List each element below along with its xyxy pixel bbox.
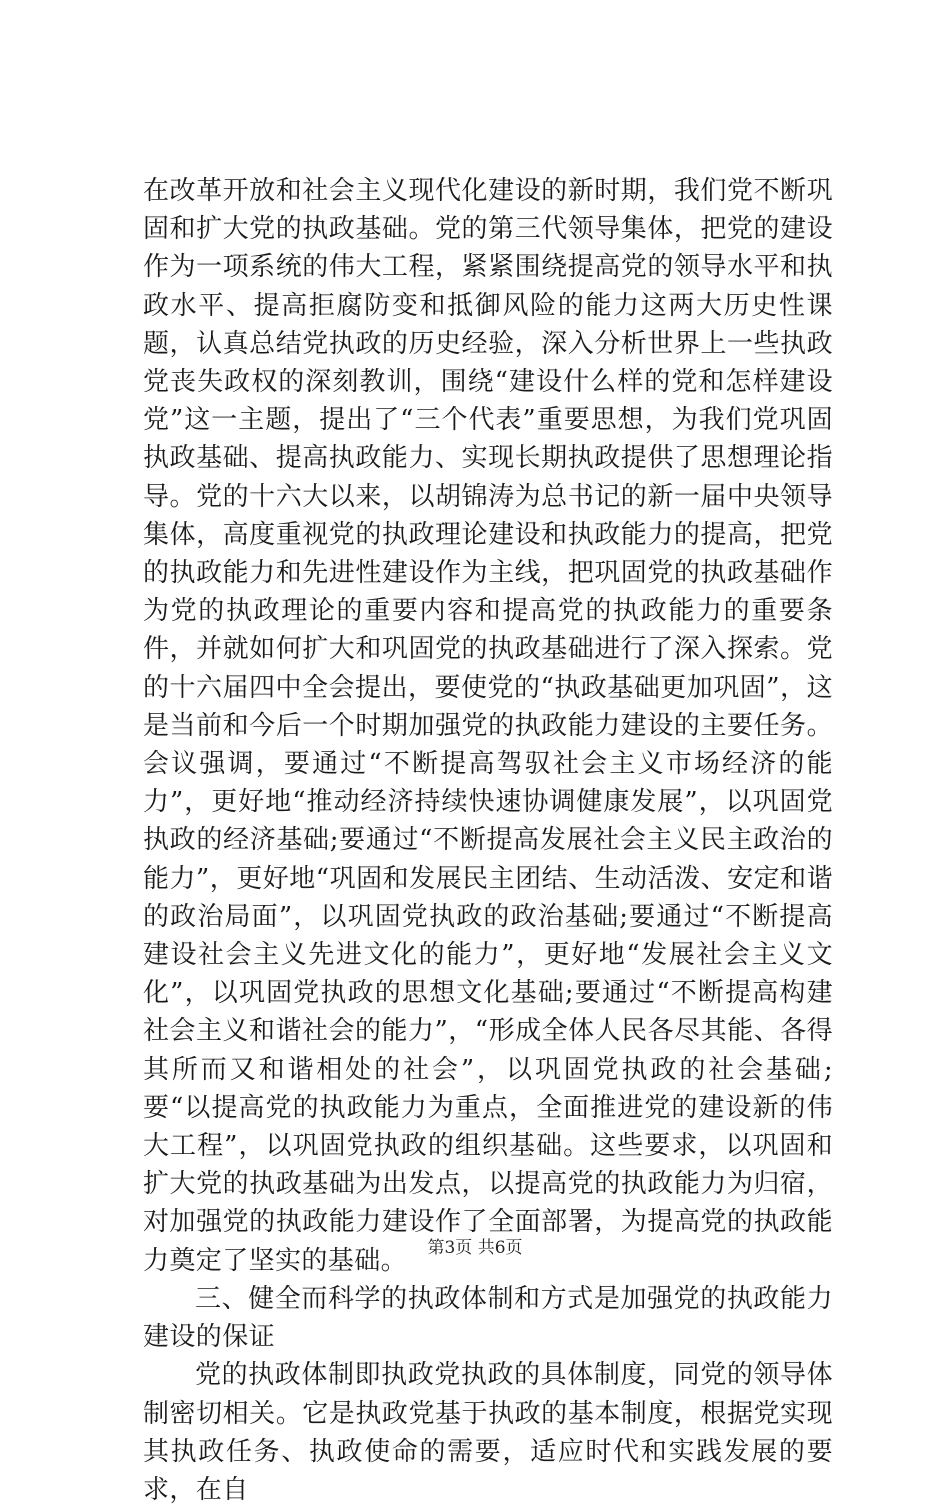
- document-body: [143, 172, 833, 1509]
- body-paragraph: 在改革开放和社会主义现代化建设的新时期，我们党不断巩固和扩大党的执政基础。党的第三代领导集体，把党的建设作为一项系统的伟大工程，紧紧围绕提高党的领导水平和执政水平、提高拒腐防变和抵御风险的能力这两大历史性课题，认真总结党执政的历史经验，深入分析世界上一些执政党丧失政权的深刻教训，围绕“建设什么样的党和怎样建设党”这一主题，提出了“三个代表”重要思想，为我们党巩固执政基础、提高执政能力、实现长期执政提供了思想理论指导。党的十六大以来，以胡锦涛为总书记的新一届中央领导集体，高度重视党的执政理论建设和执政能力的提高，把党的执政能力和先进性建设作为主线，把巩固党的执政基础作为党的执政理论的重要内容和提高党的执政能力的重要条件，并就如何扩大和巩固党的执政基础进行了深入探索。党的十六届四中全会提出，要使党的“执政基础更加巩固”，这是当前和今后一个时期加强党的执政能力建设的主要任务。会议强调，要通过“不断提高驾驭社会主义市场经济的能力”，更好地“推动经济持续快速协调健康发展”，以巩固党执政的经济基础;要通过“不断提高发展社会主义民主政治的能力”，更好地“巩固和发展民主团结、生动活泼、安定和谐的政治局面”，以巩固党执政的政治基础;要通过“不断提高建设社会主义先进文化的能力”，更好地“发展社会主义文化”，以巩固党执政的思想文化基础;要通过“不断提高构建社会主义和谐社会的能力”，“形成全体人民各尽其能、各得其所而又和谐相处的社会”，以巩固党执政的社会基础;要“以提高党的执政能力为重点，全面推进党的建设新的伟大工程”，以巩固党执政的组织基础。这些要求，以巩固和扩大党的执政基础为出发点，以提高党的执政能力为归宿，对加强党的执政能力建设作了全面部署，为提高党的执政能力奠定了坚实的基础。: [143, 176, 833, 1276]
- page-number: 第3页 共6页: [427, 1238, 523, 1258]
- body-paragraph: 党的执政体制即执政党执政的具体制度，同党的领导体制密切相关。它是执政党基于执政的基本制度，根据党实现其执政任务、执政使命的需要，适应时代和实践发展的要求，在自: [143, 1360, 833, 1505]
- section-heading: 三、健全而科学的执政体制和方式是加强党的执政能力建设的保证: [143, 1283, 833, 1353]
